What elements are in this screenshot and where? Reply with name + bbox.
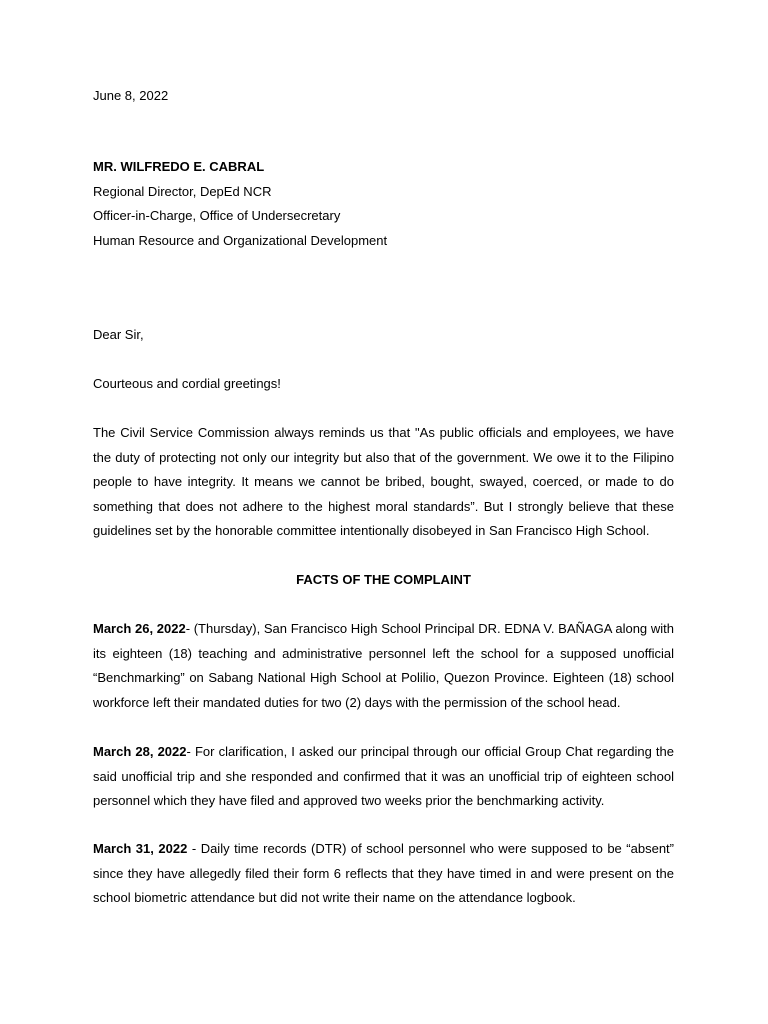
fact-text: - (Thursday), San Francisco High School Principal DR. EDNA V. BAÑAGA along with its eighteen (18) teaching and administrative personnel left the school for a supposed unofficial “Benchmarking” on Sabang National High School at Polilio, Quezon Province. Eighteen (18) school workforce left their mandated duties for two (2) days with the permission of the school head. (93, 621, 674, 710)
fact-text: - Daily time records (DTR) of school personnel who were supposed to be “absent” since they have allegedly filed their form 6 reflects that they have timed in and were present on the school biometric attendance but did not write their name on the attendance logbook. (93, 841, 674, 905)
fact-paragraph (93, 740, 674, 814)
section-heading: FACTS OF THE COMPLAINT (296, 572, 471, 587)
fact-date: March 31, 2022 (93, 841, 188, 856)
greeting: Courteous and cordial greetings! (93, 376, 281, 391)
recipient-title-3: Human Resource and Organizational Development (93, 232, 388, 248)
fact-date: March 26, 2022 (93, 621, 186, 636)
fact-paragraph (93, 617, 674, 715)
intro-paragraph: The Civil Service Commission always reminds us that "As public officials and employees, we have the duty of protecting not only our integrity but also that of the government. We owe it to the Filipino people to have integrity. It means we cannot be bribed, bought, swayed, coerced, or made to do something that does not adhere to the highest moral standards”. But I strongly believe that these guidelines set by the honorable committee intentionally disobeyed in San Francisco High School. (93, 425, 674, 538)
salutation: Dear Sir, (93, 327, 144, 342)
recipient-name: MR. WILFREDO E. CABRAL (93, 159, 265, 174)
fact-paragraph (93, 837, 674, 911)
recipient-block (93, 155, 653, 253)
recipient-title-1: Regional Director, DepEd NCR (93, 183, 272, 199)
fact-date: March 28, 2022 (93, 744, 187, 759)
recipient-title-2: Officer-in-Charge, Office of Undersecretary (93, 208, 341, 223)
letter-date: June 8, 2022 (93, 88, 169, 103)
fact-text: - For clarification, I asked our principal through our official Group Chat regarding the said unofficial trip and she responded and confirmed that it was an unofficial trip of eighteen school personnel which they have filed and approved two weeks prior the benchmarking activity. (93, 744, 674, 808)
